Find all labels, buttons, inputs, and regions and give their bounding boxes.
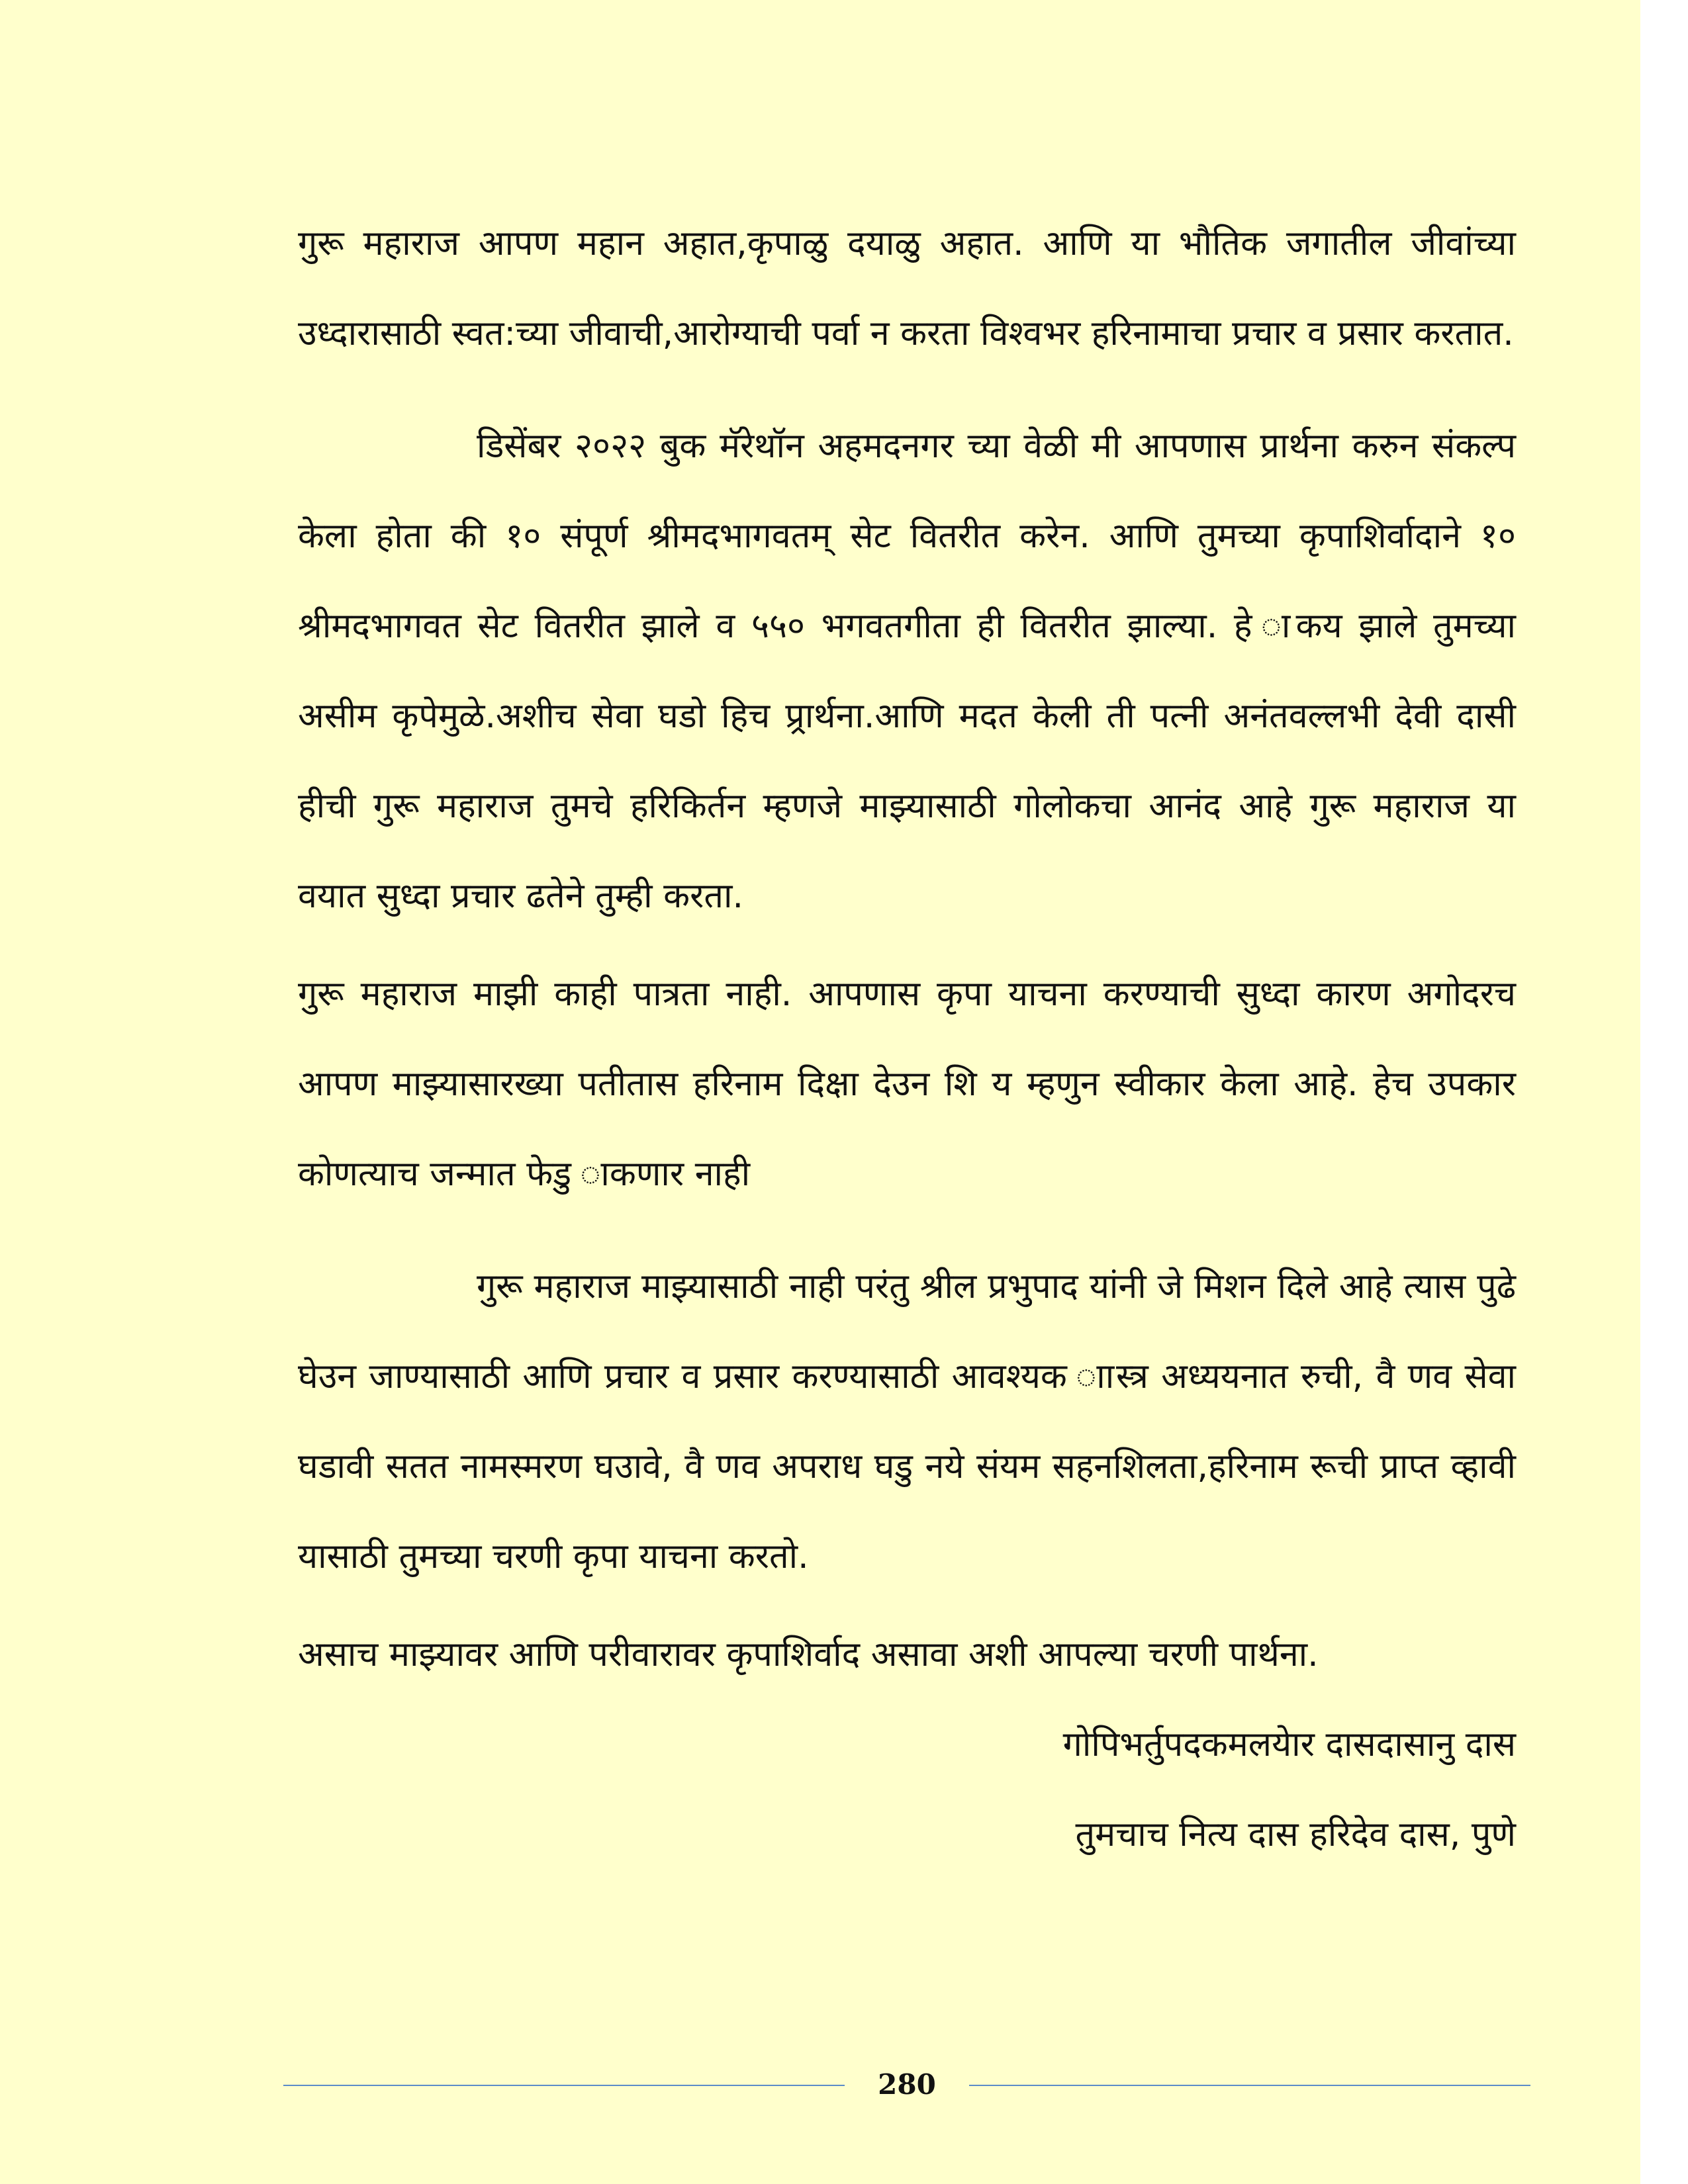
paragraph-2: डिसेंबर २०२२ बुक मॅरेथॉन अहमदनगर च्या वेळी मी आपणास प्रार्थना करुन संकल्प केला होता की १० संपूर्ण श्रीमदभागवतम् सेट वितरीत करेन. आणि तुमच्या कृपाशिर्वादाने १० श्रीमदभागवत सेट वितरीत झाले व ५५० भगवतगीता ही वितरीत झाल्या. हे ाकय झाले तुमच्या असीम कृपेमुळे.अशीच सेवा घडो हिच प्र्रार्थना.आणि मदत केली ती पत्नी अनंतवल्लभी देवी दासी हीची गुरू महाराज तुमचे हरिकिर्तन म्हणजे माझ्यासाठी गोलोकचा आनंद आहे गुरू महाराज या वयात सुध्दा प्रचार ढतेने तुम्ही करता. — [298, 426, 1516, 916]
letter-body — [298, 199, 1516, 1880]
signature-line-1: गोपिभर्तुपदकमलयेार दासदासानु दास — [1062, 1725, 1516, 1764]
page-number: 280 — [878, 2068, 936, 2101]
footer-rule-left — [283, 2085, 845, 2086]
paragraph-4: गुरू महाराज माझ्यासाठी नाही परंतु श्रील प्रभुपाद यांनी जे मिशन दिले आहे त्यास पुढे घेउन जाण्यासाठी आणि प्रचार व प्रसार करण्यासाठी आवश्यक ाास्त्र अध्ययनात रुची, वै णव सेवा घडावी सतत नामस्मरण घउावे, वै णव अपराध घडु नये संयम सहनशिलता,हरिनाम रूची प्राप्त व्हावी यासाठी तुमच्या चरणी कृपा याचना करतो. — [298, 1267, 1516, 1576]
footer-rule-right — [969, 2085, 1530, 2086]
paragraph-3: गुरू महाराज माझी काही पात्रता नाही. आपणास कृपा याचना करण्याची सुध्दा कारण अगोदरच आपण माझ्यासारख्या पतीतास हरिनाम दिक्षा देउन शि य म्हणुन स्वीकार केला आहे. हेच उपकार कोणत्याच जन्मात फेडु ाकणार नाही — [298, 974, 1516, 1194]
signature-line-2: तुमचाच नित्य दास हरिदेव दास, पुणे — [1075, 1815, 1516, 1854]
page-footer — [283, 2058, 1530, 2111]
paragraph-5: असाच माझ्यावर आणि परीवारावर कृपाशिर्वाद असावा अशी आपल्या चरणी पार्थना. — [298, 1635, 1319, 1674]
paragraph-1: गुरू महाराज आपण महान अहात,कृपाळु दयाळु अहात. आणि या भौतिक जगातील जीवांच्या उध्दारासाठी स्वत:च्या जीवाची,आरोग्याची पर्वा न करता विश्वभर हरिनामाचा प्रचार व प्रसार करतात. — [298, 224, 1516, 353]
